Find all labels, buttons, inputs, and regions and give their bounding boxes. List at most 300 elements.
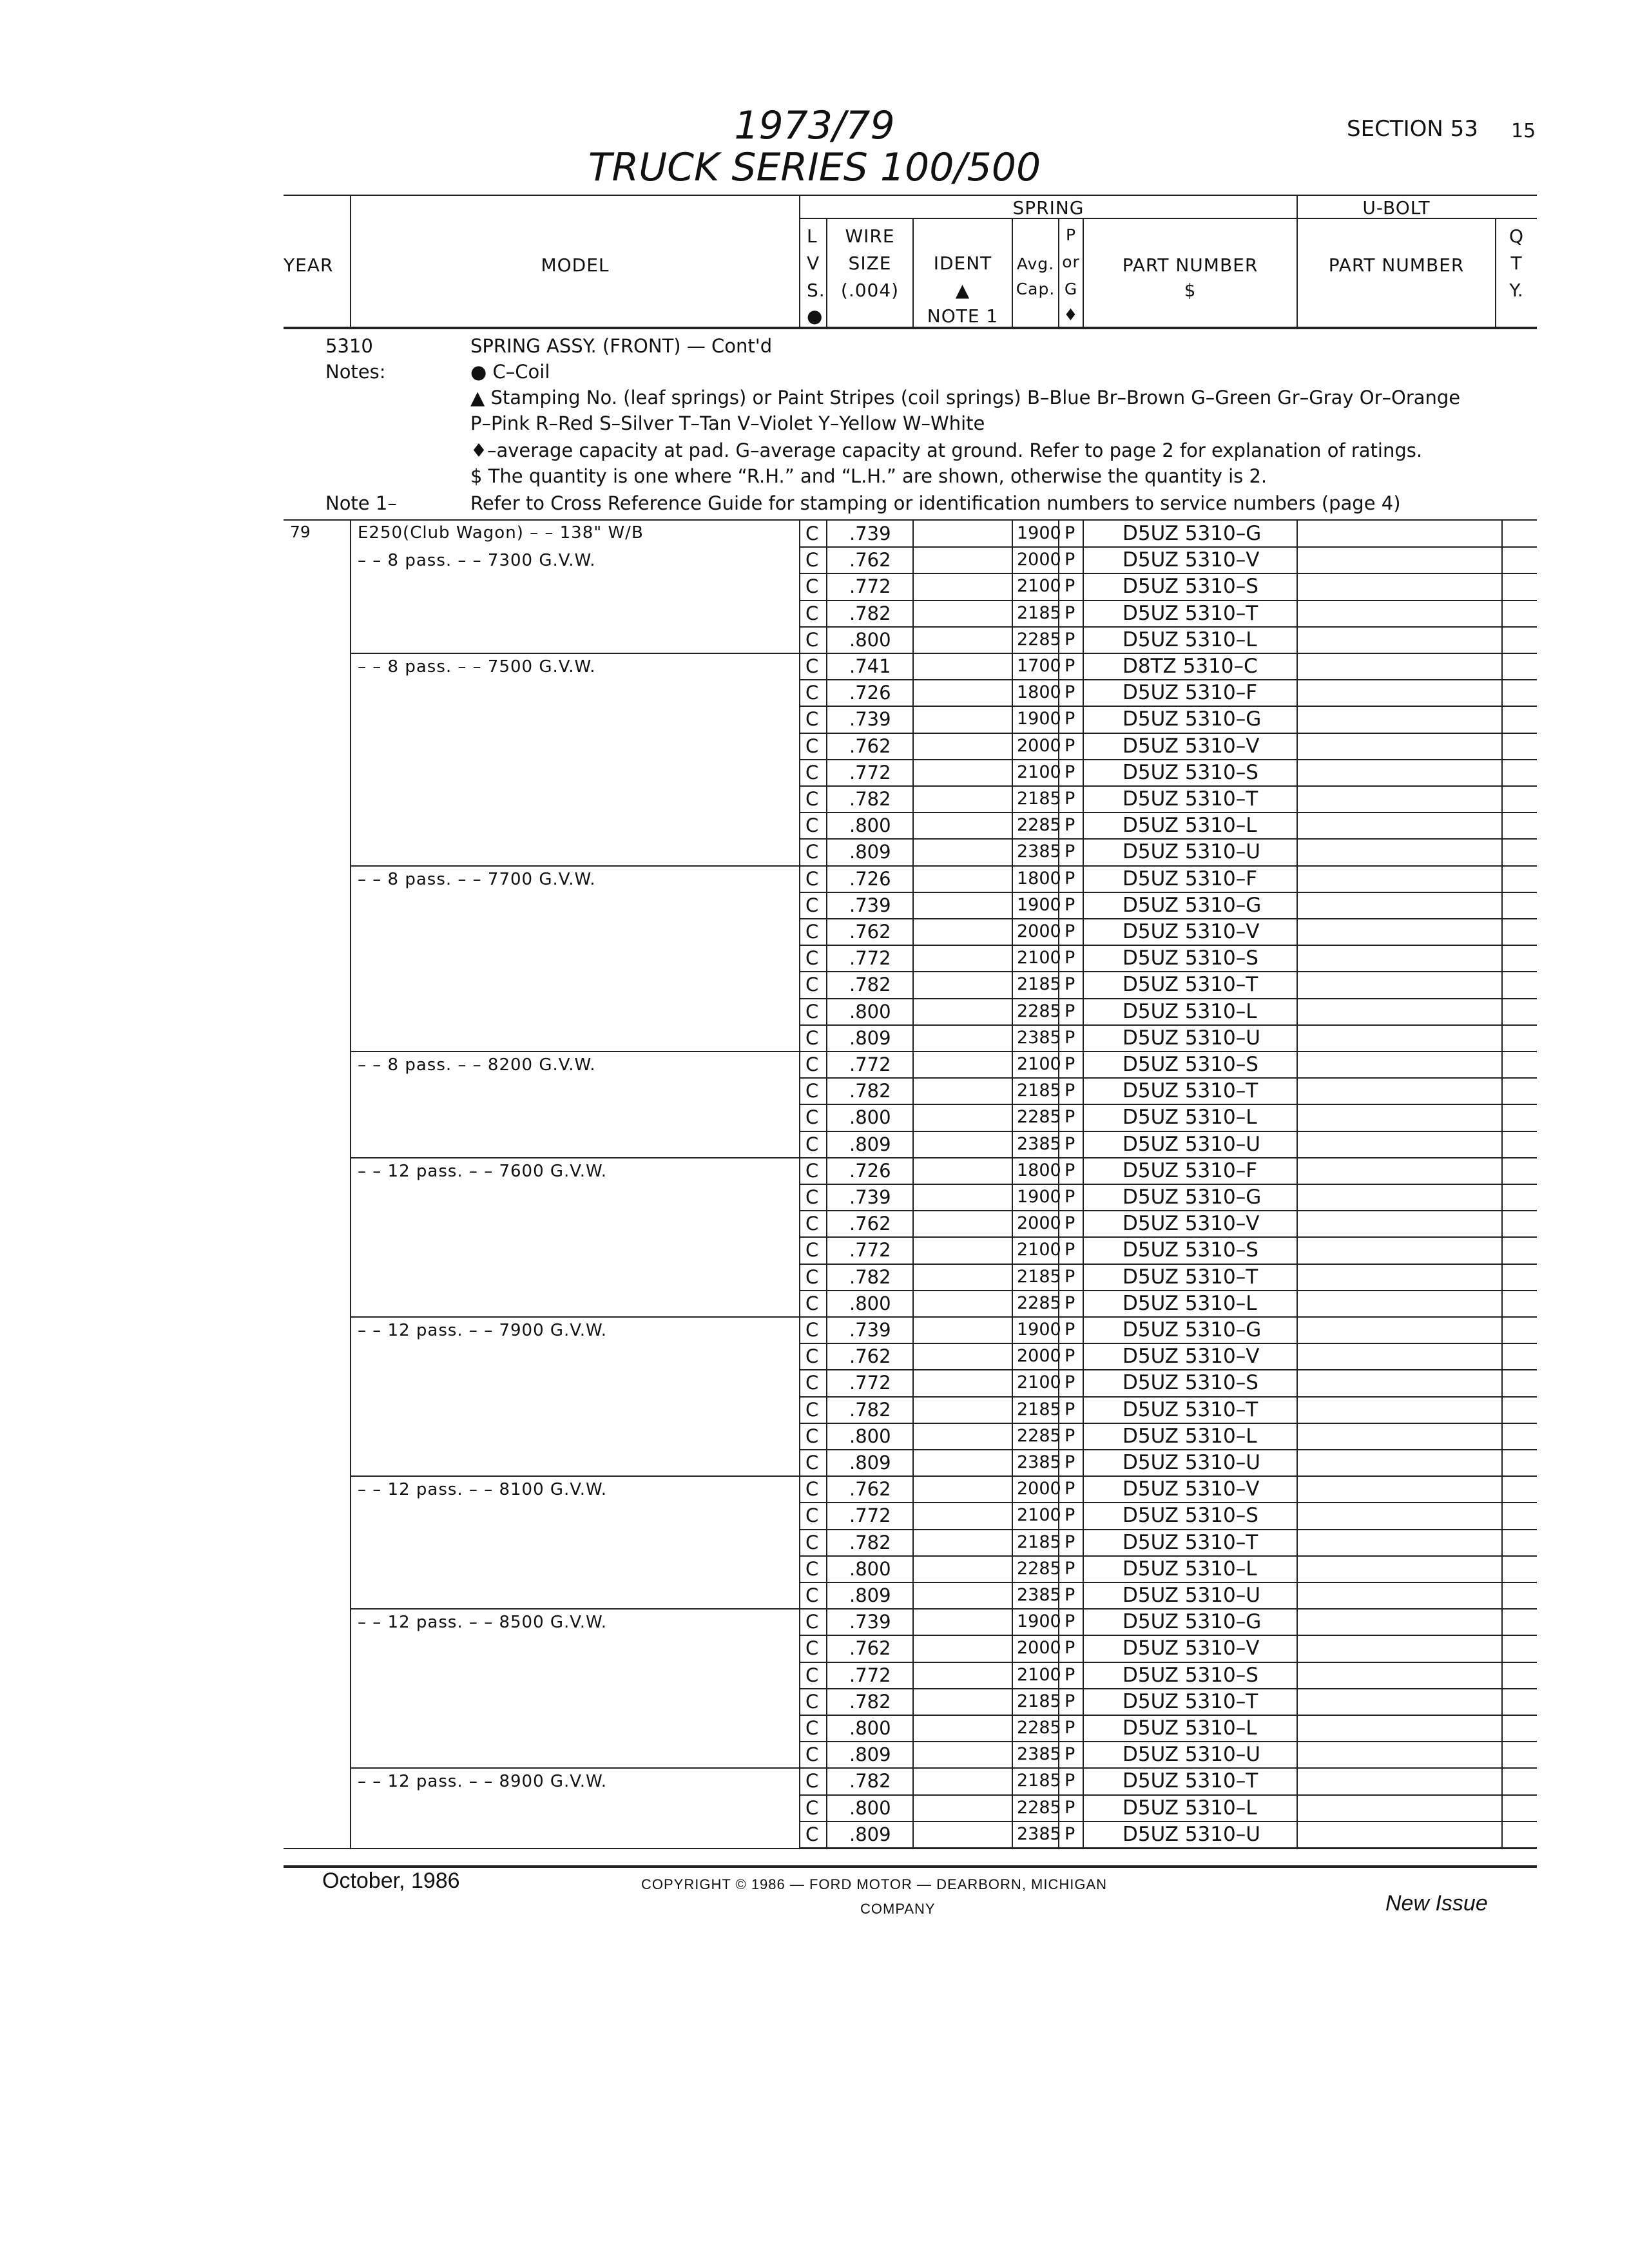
row-wire-size: .782 [849,1080,891,1102]
row-avg-cap: 2185 [1017,1081,1061,1101]
row-part-number: D5UZ 5310–S [1123,1663,1258,1687]
row-pg: P [1065,629,1075,649]
group-separator [350,865,800,867]
row-lvs: C [805,655,819,677]
row-pg: P [1065,1532,1075,1552]
row-pg: P [1065,948,1075,968]
header-pg-2: or [1062,253,1080,271]
row-pg: P [1065,1771,1075,1791]
row-lvs: C [805,761,819,783]
year-value: 79 [290,523,311,541]
row-avg-cap: 2385 [1017,1585,1061,1605]
row-pg: P [1065,1718,1075,1738]
model-header-line: E250(Club Wagon) – – 138" W/B [358,523,644,543]
header-lvs-bullet: ● [807,305,824,327]
row-wire-size: .800 [849,1292,891,1314]
row-avg-cap: 2100 [1017,948,1061,968]
row-pg: P [1065,1320,1075,1340]
row-pg: P [1065,1823,1075,1844]
row-pg: P [1065,868,1075,889]
header-qty-3: Y. [1509,280,1524,301]
header-year: YEAR [284,255,334,276]
row-wire-size: .772 [849,575,891,598]
row-pg: P [1065,1638,1075,1658]
section-label: SECTION 53 [1347,116,1478,142]
row-pg: P [1065,841,1075,862]
row-pg: P [1065,1399,1075,1419]
row-wire-size: .739 [849,1186,891,1208]
row-pg: P [1065,1611,1075,1632]
model-group-label: – – 12 pass. – – 7900 G.V.W. [358,1321,607,1340]
row-avg-cap: 2000 [1017,550,1061,570]
page-number: 15 [1511,120,1536,142]
row-avg-cap: 2185 [1017,1532,1061,1552]
row-wire-size: .800 [849,1717,891,1739]
row-pg: P [1065,523,1075,543]
row-wire-size: .809 [849,1452,891,1474]
row-wire-size: .782 [849,974,891,996]
row-pg: P [1065,1160,1075,1180]
row-lvs: C [805,1213,819,1235]
row-part-number: D5UZ 5310–V [1123,920,1260,943]
row-avg-cap: 2000 [1017,1638,1061,1658]
row-wire-size: .762 [849,1637,891,1660]
row-avg-cap: 2285 [1017,815,1061,836]
row-wire-size: .782 [849,1770,891,1792]
row-avg-cap: 2185 [1017,789,1061,809]
row-avg-cap: 2385 [1017,1744,1061,1765]
row-pg: P [1065,894,1075,915]
model-group-label: – – 12 pass. – – 8500 G.V.W. [358,1613,607,1633]
row-pg: P [1065,1346,1075,1367]
row-part-number: D5UZ 5310–G [1123,1318,1262,1341]
row-lvs: C [805,867,819,890]
footer-status: New Issue [1385,1891,1488,1916]
row-lvs: C [805,1133,819,1155]
model-group-label: – – 12 pass. – – 8900 G.V.W. [358,1772,607,1792]
note1-label: Note 1– [325,492,397,514]
row-pg: P [1065,1479,1075,1499]
header-lvs-2: V [807,253,820,274]
header-lvs-3: S. [807,280,825,301]
page-title-years: 1973/79 [734,103,895,148]
row-lvs: C [805,1398,819,1421]
row-pg: P [1065,1107,1075,1128]
row-lvs: C [805,549,819,572]
model-group-label: – – 12 pass. – – 8100 G.V.W. [358,1480,607,1500]
row-part-number: D5UZ 5310–S [1123,1053,1258,1076]
group-separator [350,1157,800,1158]
header-ubolt: U-BOLT [1362,197,1431,218]
row-rule [799,1847,1537,1849]
page-title-series: TRUCK SERIES 100/500 [588,145,1041,190]
header-avg: Avg. [1016,255,1055,273]
row-lvs: C [805,921,819,943]
header-wire-2: SIZE [848,253,892,274]
row-wire-size: .772 [849,947,891,970]
row-avg-cap: 2285 [1017,1558,1061,1579]
header-pg-diamond: ♦ [1063,305,1079,324]
row-wire-size: .739 [849,1319,891,1341]
row-wire-size: .809 [849,1584,891,1606]
row-avg-cap: 2100 [1017,1372,1061,1393]
row-lvs: C [805,1106,819,1129]
row-pg: P [1065,1001,1075,1021]
row-pg: P [1065,1425,1075,1446]
row-pg: P [1065,974,1075,995]
row-part-number: D5UZ 5310–V [1123,1212,1260,1236]
note1-text: Refer to Cross Reference Guide for stamping or identification numbers to service numbers (page 4) [470,492,1401,514]
row-part-number: D5UZ 5310–L [1123,1106,1257,1129]
row-part-number: D5UZ 5310–U [1123,840,1260,864]
row-part-number: D5UZ 5310–G [1123,893,1262,917]
row-avg-cap: 2385 [1017,1823,1061,1844]
row-lvs: C [805,523,819,544]
row-part-number: D5UZ 5310–V [1123,734,1260,758]
row-wire-size: .772 [849,1504,891,1527]
row-lvs: C [805,947,819,970]
header-pg-3: G [1064,280,1078,298]
row-avg-cap: 2185 [1017,602,1061,623]
header-ident-note: NOTE 1 [927,305,999,327]
row-pg: P [1065,576,1075,597]
row-pg: P [1065,1372,1075,1393]
row-avg-cap: 1800 [1017,682,1061,703]
row-part-number: D8TZ 5310–C [1123,655,1258,678]
row-part-number: D5UZ 5310–S [1123,760,1258,784]
row-part-number: D5UZ 5310–F [1123,1158,1258,1182]
row-avg-cap: 2100 [1017,576,1061,597]
row-avg-cap: 2385 [1017,1452,1061,1472]
model-group-label: – – 8 pass. – – 7700 G.V.W. [358,869,596,889]
row-wire-size: .800 [849,628,891,651]
row-wire-size: .782 [849,602,891,624]
row-avg-cap: 2285 [1017,629,1061,649]
row-pg: P [1065,709,1075,729]
row-part-number: D5UZ 5310–U [1123,1743,1260,1767]
row-avg-cap: 1800 [1017,868,1061,889]
row-pg: P [1065,1293,1075,1313]
header-model: MODEL [541,255,610,276]
row-avg-cap: 1900 [1017,1187,1061,1207]
row-part-number: D5UZ 5310–F [1123,681,1258,705]
model-group-label: – – 8 pass. – – 7500 G.V.W. [358,657,596,677]
row-avg-cap: 2100 [1017,1505,1061,1526]
row-wire-size: .726 [849,867,891,890]
row-pg: P [1065,1691,1075,1711]
header-lvs-1: L [807,226,818,247]
row-lvs: C [805,814,819,837]
row-avg-cap: 2000 [1017,1479,1061,1499]
footer-rule [284,1865,1537,1868]
row-avg-cap: 2285 [1017,1797,1061,1818]
row-wire-size: .772 [849,1664,891,1686]
row-part-number: D5UZ 5310–L [1123,1557,1257,1581]
row-pg: P [1065,1664,1075,1685]
row-pg: P [1065,735,1075,756]
row-pg: P [1065,1585,1075,1605]
row-pg: P [1065,1797,1075,1818]
row-lvs: C [805,1345,819,1368]
row-part-number: D5UZ 5310–T [1123,1689,1258,1713]
row-lvs: C [805,1744,819,1766]
row-avg-cap: 2185 [1017,974,1061,995]
row-avg-cap: 2000 [1017,735,1061,756]
row-wire-size: .739 [849,708,891,731]
model-group-label: – – 12 pass. – – 7600 G.V.W. [358,1161,607,1181]
row-lvs: C [805,1159,819,1182]
row-lvs: C [805,1265,819,1288]
header-ident: IDENT [933,253,992,274]
row-part-number: D5UZ 5310–S [1123,947,1258,970]
row-avg-cap: 1900 [1017,1320,1061,1340]
row-avg-cap: 2285 [1017,1107,1061,1128]
row-wire-size: .762 [849,735,891,757]
header-part-number: PART NUMBER [1122,255,1258,276]
row-pg: P [1065,1266,1075,1287]
row-wire-size: .741 [849,655,891,677]
note-stamping: ▲ Stamping No. (leaf springs) or Paint Stripes (coil springs) B–Blue Br–Brown G–Green Gr–Gray Or–Orange [470,387,1461,408]
row-pg: P [1065,815,1075,836]
row-part-number: D5UZ 5310–L [1123,999,1257,1023]
row-wire-size: .782 [849,1690,891,1713]
row-pg: P [1065,1505,1075,1526]
row-wire-size: .800 [849,1425,891,1447]
row-lvs: C [805,1504,819,1527]
row-wire-size: .800 [849,1796,891,1819]
header-pg-1: P [1065,226,1077,244]
row-avg-cap: 2185 [1017,1691,1061,1711]
notes-label: Notes: [325,361,386,383]
row-part-number: D5UZ 5310–V [1123,548,1260,572]
row-wire-size: .772 [849,1372,891,1394]
header-dollar: $ [1184,280,1197,301]
row-wire-size: .800 [849,1557,891,1580]
row-wire-size: .809 [849,1026,891,1049]
row-lvs: C [805,682,819,704]
row-part-number: D5UZ 5310–L [1123,628,1257,651]
row-part-number: D5UZ 5310–G [1123,707,1262,731]
group-separator [350,1608,800,1610]
row-lvs: C [805,1319,819,1341]
row-pg: P [1065,1081,1075,1101]
row-part-number: D5UZ 5310–L [1123,1291,1257,1315]
row-lvs: C [805,1425,819,1447]
row-wire-size: .739 [849,523,891,544]
row-lvs: C [805,1239,819,1262]
footer-date: October, 1986 [322,1869,460,1893]
row-lvs: C [805,1186,819,1208]
row-avg-cap: 1700 [1017,656,1061,676]
group-title: SPRING ASSY. (FRONT) — Cont'd [470,335,773,357]
row-avg-cap: 2000 [1017,1213,1061,1234]
group-separator [350,1767,800,1769]
row-lvs: C [805,1452,819,1474]
row-part-number: D5UZ 5310–V [1123,1477,1260,1501]
row-wire-size: .726 [849,682,891,704]
row-avg-cap: 2100 [1017,1054,1061,1074]
header-qty-2: T [1510,253,1523,274]
row-part-number: D5UZ 5310–L [1123,814,1257,838]
row-lvs: C [805,841,819,863]
row-avg-cap: 2100 [1017,762,1061,782]
row-avg-cap: 2000 [1017,921,1061,941]
model-group-label: – – 8 pass. – – 8200 G.V.W. [358,1055,596,1075]
row-avg-cap: 2185 [1017,1266,1061,1287]
row-avg-cap: 2185 [1017,1771,1061,1791]
row-wire-size: .800 [849,1000,891,1023]
row-lvs: C [805,1611,819,1633]
row-lvs: C [805,1717,819,1739]
row-avg-cap: 2385 [1017,1133,1061,1154]
row-avg-cap: 2285 [1017,1293,1061,1313]
row-pg: P [1065,1452,1075,1472]
row-pg: P [1065,682,1075,703]
row-avg-cap: 2285 [1017,1001,1061,1021]
row-wire-size: .772 [849,1239,891,1262]
group-separator [350,1316,800,1318]
row-part-number: D5UZ 5310–T [1123,1530,1258,1554]
row-part-number: D5UZ 5310–V [1123,1345,1260,1369]
row-avg-cap: 2385 [1017,841,1061,862]
row-part-number: D5UZ 5310–T [1123,601,1258,625]
footer-copyright: COPYRIGHT © 1986 — FORD MOTOR — DEARBORN, MICHIGAN [641,1876,1108,1892]
row-avg-cap: 2185 [1017,1399,1061,1419]
row-pg: P [1065,1027,1075,1048]
row-part-number: D5UZ 5310–L [1123,1796,1257,1820]
row-wire-size: .762 [849,1478,891,1501]
row-lvs: C [805,1770,819,1792]
header-wire-3: (.004) [840,280,900,301]
row-wire-size: .739 [849,894,891,916]
row-avg-cap: 1800 [1017,1160,1061,1180]
row-part-number: D5UZ 5310–L [1123,1424,1257,1448]
header-bottom-rule [284,327,1537,329]
row-part-number: D5UZ 5310–T [1123,1398,1258,1421]
row-part-number: D5UZ 5310–V [1123,1637,1260,1660]
row-lvs: C [805,1690,819,1713]
row-part-number: D5UZ 5310–T [1123,973,1258,997]
row-lvs: C [805,1000,819,1023]
row-pg: P [1065,1744,1075,1765]
row-part-number: D5UZ 5310–U [1123,1584,1260,1607]
row-part-number: D5UZ 5310–G [1123,522,1262,545]
row-lvs: C [805,1664,819,1686]
row-avg-cap: 1900 [1017,709,1061,729]
group-code: 5310 [325,335,373,357]
row-pg: P [1065,1187,1075,1207]
row-avg-cap: 2385 [1017,1027,1061,1048]
row-wire-size: .762 [849,1345,891,1368]
row-lvs: C [805,974,819,996]
row-avg-cap: 1900 [1017,1611,1061,1632]
note-capacity: ♦–average capacity at pad. G–average capacity at ground. Refer to page 2 for explanation of ratings. [470,439,1423,461]
row-pg: P [1065,550,1075,570]
row-lvs: C [805,575,819,598]
row-part-number: D5UZ 5310–S [1123,1371,1258,1395]
note-coil: ● C–Coil [470,361,550,383]
row-part-number: D5UZ 5310–S [1123,1504,1258,1528]
header-wire-1: WIRE [845,226,895,247]
row-wire-size: .762 [849,1213,891,1235]
note-colors: P–Pink R–Red S–Silver T–Tan V–Violet Y–Yellow W–White [470,412,985,434]
row-lvs: C [805,1531,819,1553]
note-quantity: $ The quantity is one where “R.H.” and “L.H.” are shown, otherwise the quantity is 2. [470,465,1268,487]
table-column-divider [350,521,351,1848]
row-part-number: D5UZ 5310–U [1123,1822,1260,1846]
row-lvs: C [805,1557,819,1580]
group-separator [350,1475,800,1477]
row-pg: P [1065,656,1075,676]
row-lvs: C [805,1292,819,1314]
header-top-rule [284,195,1537,196]
row-wire-size: .739 [849,1611,891,1633]
row-wire-size: .772 [849,761,891,783]
row-wire-size: .762 [849,921,891,943]
row-pg: P [1065,1240,1075,1260]
header-spring: SPRING [1012,197,1084,218]
row-wire-size: .809 [849,1823,891,1845]
row-avg-cap: 2100 [1017,1664,1061,1685]
header-cap: Cap. [1016,280,1055,298]
row-lvs: C [805,1584,819,1606]
model-group-label: – – 8 pass. – – 7300 G.V.W. [358,551,596,571]
row-pg: P [1065,602,1075,623]
row-lvs: C [805,894,819,916]
row-pg: P [1065,1558,1075,1579]
row-lvs: C [805,1372,819,1394]
footer-company: COMPANY [860,1901,936,1917]
row-wire-size: .762 [849,549,891,572]
row-lvs: C [805,788,819,810]
row-lvs: C [805,735,819,757]
row-part-number: D5UZ 5310–T [1123,1265,1258,1289]
row-pg: P [1065,762,1075,782]
row-pg: P [1065,921,1075,941]
row-avg-cap: 2285 [1017,1425,1061,1446]
row-avg-cap: 2285 [1017,1718,1061,1738]
row-avg-cap: 2000 [1017,1346,1061,1367]
row-avg-cap: 1900 [1017,523,1061,543]
row-lvs: C [805,1823,819,1845]
row-lvs: C [805,602,819,624]
row-lvs: C [805,708,819,731]
row-part-number: D5UZ 5310–T [1123,1079,1258,1103]
row-lvs: C [805,1026,819,1049]
row-part-number: D5UZ 5310–S [1123,1238,1258,1262]
row-avg-cap: 1900 [1017,894,1061,915]
row-wire-size: .726 [849,1159,891,1182]
row-part-number: D5UZ 5310–F [1123,867,1258,890]
row-pg: P [1065,1054,1075,1074]
row-avg-cap: 2100 [1017,1240,1061,1260]
row-wire-size: .800 [849,1106,891,1129]
row-wire-size: .782 [849,788,891,810]
group-separator [350,653,800,654]
row-pg: P [1065,1213,1075,1234]
row-wire-size: .809 [849,1744,891,1766]
row-part-number: D5UZ 5310–L [1123,1716,1257,1740]
row-wire-size: .782 [849,1531,891,1553]
row-part-number: D5UZ 5310–T [1123,787,1258,811]
row-lvs: C [805,1053,819,1075]
group-separator [350,1051,800,1052]
row-part-number: D5UZ 5310–G [1123,1610,1262,1634]
row-lvs: C [805,1478,819,1501]
row-part-number: D5UZ 5310–T [1123,1769,1258,1793]
row-part-number: D5UZ 5310–U [1123,1451,1260,1474]
row-part-number: D5UZ 5310–G [1123,1186,1262,1209]
